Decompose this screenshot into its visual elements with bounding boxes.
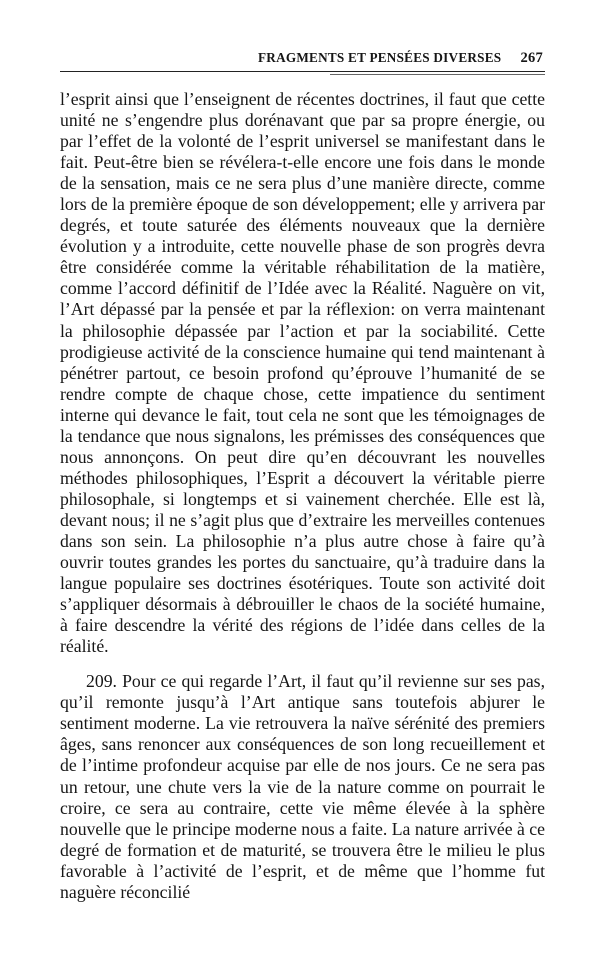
header-rule [60, 71, 545, 72]
paragraph-209: 209. Pour ce qui regarde l’Art, il faut qu’il revienne sur ses pas, qu’il remonte jusqu’à l’Art antique sans toutefois abjurer le sentiment moderne. La vie retrouvera la naïve sérénité des premiers âges, sans renoncer aux conséquences de son long recueillement et de l’intime profondeur acquise par elle de nos jours. Ce ne sera pas un retour, une chute vers la vie de la nature comme on pourrait le croire, ce sera au contraire, cette vie même élevée à la sphère nouvelle que le principe moderne nous a faite. La nature arrivée à ce degré de formation et de maturité, se trouvera être le milieu le plus favorable à l’activité de l’esprit, et de même que l’homme fut naguère réconcilié [60, 671, 545, 902]
header-rule-secondary [330, 74, 545, 75]
body-text [60, 89, 545, 903]
running-head-title: FRAGMENTS ET PENSÉES DIVERSES [258, 50, 502, 65]
page-number: 267 [520, 50, 543, 66]
running-head [258, 50, 543, 67]
paragraph-continued: l’esprit ainsi que l’enseignent de récentes doctrines, il faut que cette unité ne s’engendre plus dorénavant que par sa propre énergie, ou par l’effet de la volonté de l’esprit universel se manifestant dans le fait. Peut-être bien se révélera-t-elle encore une fois dans le monde de la sensation, mais ce ne sera plus d’une manière directe, comme lors de la première époque de son développement; elle y arrivera par degrés, et toute saturée des éléments nouveaux que la dernière évolution y a introduite, cette nouvelle phase de son progrès devra être considérée comme la véritable réhabilitation de la matière, comme l’accord définitif de l’Idée avec la Réalité. Naguère on vit, l’Art dépassé par la pensée et par la réflexion: on verra maintenant la philosophie dépassée par l’action et par la sociabilité. Cette prodigieuse activité de la conscience humaine qui tend maintenant à pénétrer partout, ce besoin profond qu’éprouve l’humanité de se rendre compte de chaque chose, cette impatience du sentiment interne qui devance le fait, tout cela ne sont que les témoignages de la tendance que nous signalons, les prémisses des conséquences que nous annonçons. On peut dire qu’en découvrant les nouvelles méthodes philosophiques, l’Esprit a découvert la véritable pierre philosophale, si longtemps et si vainement cherchée. Elle est là, devant nous; il ne s’agit plus que d’extraire les merveilles contenues dans son sein. La philosophie n’a plus autre chose à faire qu’à ouvrir toutes grandes les portes du sanctuaire, qu’à traduire dans la langue populaire ses doctrines ésotériques. Toute son activité doit s’appliquer désormais à débrouiller le chaos de la société humaine, à faire descendre la vérité des régions de l’idée dans celles de la réalité. [60, 89, 545, 657]
